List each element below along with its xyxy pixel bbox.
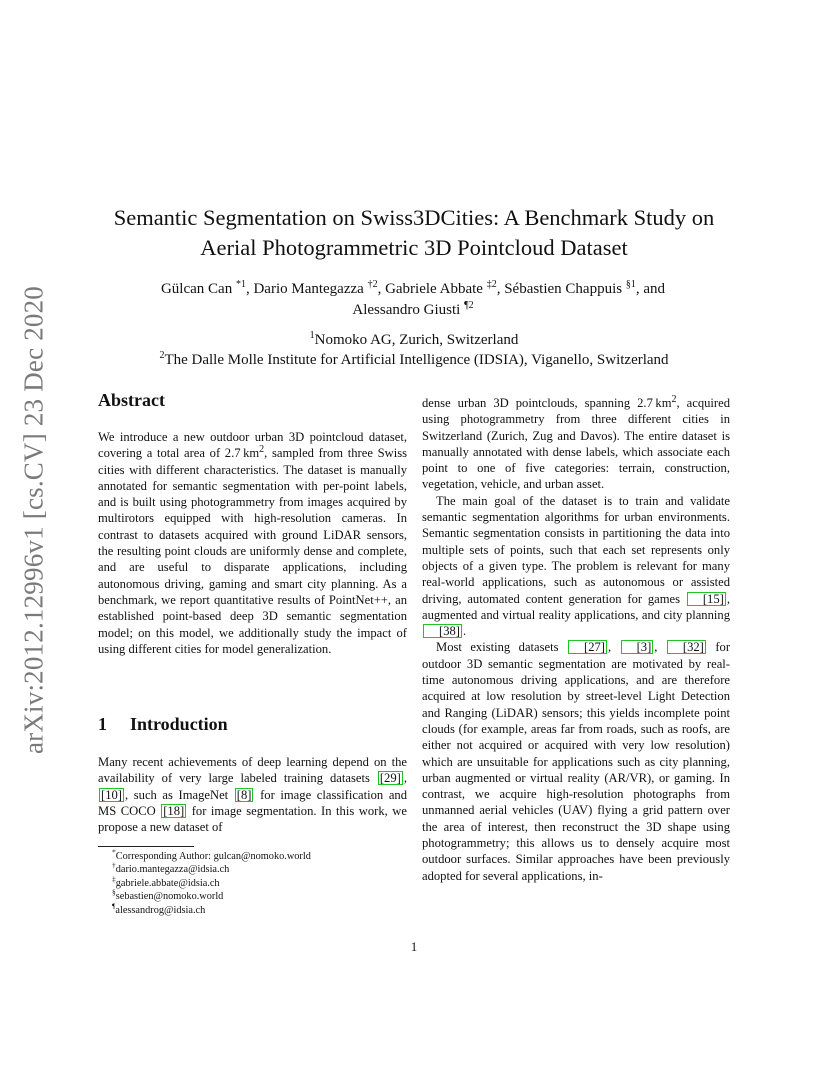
footnote-mark: ¶ (112, 901, 116, 911)
footnote (112, 860, 412, 876)
affiliation-mark: 2 (159, 350, 165, 361)
footnote (112, 887, 412, 903)
citation-link[interactable]: [38] (423, 624, 462, 638)
body-text: , (607, 640, 620, 655)
section-heading-introduction (98, 714, 228, 735)
author-name: , Sébastien Chappuis (496, 281, 626, 297)
right-column-text (422, 395, 730, 884)
paper-title (96, 203, 732, 263)
body-text: . (462, 624, 467, 639)
footnote (112, 901, 412, 917)
author-mark: ‡2 (486, 279, 497, 290)
abstract-text (98, 429, 407, 657)
body-text: The main goal of the dataset is to train and validate semantic segmentation algorithms for urban environments. Semantic segmentation consists in partitioning the data into multiple sets of points, such that each set represents only objects of a given type. The problem is relevant for many real-world applications, such as autonomous or assisted driving, automated content generation for games (422, 493, 730, 606)
citation-link[interactable]: [27] (568, 640, 607, 654)
footnote (112, 874, 412, 890)
body-text: Many recent achievements of deep learning depend on the availability of very large labeled training datasets (98, 755, 407, 786)
body-text: for image segmentation. In this work, we propose a new dataset of (98, 803, 407, 835)
citation-link[interactable]: [32] (667, 640, 706, 654)
introduction-text (98, 754, 407, 835)
body-text: for image classification and MS COCO (98, 787, 407, 818)
footnote-mark: § (112, 887, 116, 897)
footnote-text: gabriele.abbate@idsia.ch (115, 877, 220, 889)
paragraph (422, 639, 730, 883)
body-text: , (654, 640, 666, 655)
section-number: 1 (98, 714, 107, 734)
author-mark: *1 (235, 279, 246, 290)
author-mark: §1 (625, 279, 636, 290)
footnote-mark: † (112, 860, 116, 870)
author-line-2 (100, 300, 726, 321)
citation-link[interactable]: [3] (621, 640, 654, 654)
author-name: , Dario Mantegazza (245, 281, 368, 297)
arxiv-stamp: arXiv:2012.12996v1 [cs.CV] 23 Dec 2020 (18, 285, 49, 755)
body-text: , such as ImageNet (124, 787, 234, 802)
footnote-mark: * (112, 847, 116, 857)
footnote (112, 847, 412, 863)
superscript: 2 (259, 444, 265, 456)
citation-link[interactable]: [29] (379, 771, 401, 786)
paragraph (422, 395, 730, 493)
footnote-mark: ‡ (112, 874, 116, 884)
affiliation-text: Nomoko AG, Zurich, Switzerland (314, 332, 519, 348)
author-mark: ¶2 (464, 300, 474, 311)
footnote-text: alessandrog@idsia.ch (115, 904, 206, 916)
footnotes (112, 847, 412, 917)
abstract-heading: Abstract (98, 390, 165, 410)
author-conjunction: , and (635, 281, 666, 297)
footnote-text: sebastien@nomoko.world (115, 891, 224, 903)
affiliations (96, 330, 732, 370)
author-list (100, 279, 726, 321)
citation-link[interactable]: [18] (163, 803, 185, 818)
abstract-text-part: We introduce a new outdoor urban 3D pointcloud dataset, covering a total area of 2.7 km (98, 430, 407, 461)
citation-link[interactable]: [8] (236, 787, 252, 802)
body-text: , augmented and virtual reality applications, and city planning (422, 591, 730, 622)
title-line-1: Semantic Segmentation on Swiss3DCities: A Benchmark Study on (113, 205, 715, 230)
page-number: 1 (410, 940, 418, 954)
affiliation-mark: 1 (309, 330, 315, 341)
citation-link[interactable]: [15] (687, 592, 726, 606)
superscript: 2 (671, 393, 677, 405)
affiliation-2 (96, 350, 732, 370)
author-line-1 (100, 279, 726, 300)
title-line-2: Aerial Photogrammetric 3D Pointcloud Dataset (200, 235, 628, 260)
footnote-text: dario.mantegazza@idsia.ch (115, 864, 230, 876)
author-name: , Gabriele Abbate (377, 281, 487, 297)
body-text: dense urban 3D pointclouds, spanning 2.7 km (422, 396, 672, 410)
paragraph (422, 493, 730, 640)
affiliation-1 (96, 330, 732, 350)
author-name: Gülcan Can (160, 281, 236, 297)
affiliation-text: The Dalle Molle Institute for Artificial Intelligence (IDSIA), Viganello, Switzerland (164, 352, 669, 368)
abstract-text-part: , sampled from three Swiss cities with different characteristics. The dataset is manually annotated for semantic segmentation with per-point labels, and is built using photogrammetry from images acquired by multirotors equipped with high-resolution cameras. In contrast to datasets acquired with ground LiDAR sensors, the resulting point clouds are uniformly dense and complete, and are useful to disparate applications, including autonomous driving, gaming and smart city planning. As a benchmark, we report quantitative results of PointNet++, an established point-based deep 3D semantic segmentation model; on this model, we additionally study the impact of using different cities for model generalization. (98, 446, 407, 656)
footnote-text: Corresponding Author: gulcan@nomoko.world (115, 851, 311, 862)
section-title: Introduction (130, 714, 228, 734)
body-text: , (403, 771, 407, 786)
citation-link[interactable]: [10] (101, 787, 122, 802)
author-name: Alessandro Giusti (352, 302, 465, 318)
body-text: for outdoor 3D semantic segmentation are motivated by real-time autonomous driving applications, and are therefore acquired at low resolution by street-level Light Detection and Ranging (LiDAR) sensors; this yields incomplete point clouds (for example, areas far from roads, such as roofs, are either not acquired or acquired with very low resolution) which are unsuitable for applications such as city planning, urban augmented or virtual reality (AR/VR), or gaming. In contrast, we acquire high-resolution photographs from unmanned aerial vehicles (UAV) flying a grid pattern over the area of interest, then reconstruct the 3D shape using photogrammetry; this allows us to densely acquire most outdoor surfaces. Similar approaches have been previously adopted for several applications, in- (422, 640, 731, 883)
body-text: , acquired using photogrammetry from three different cities in Switzerland (Zurich, Zug and Davos). The entire dataset is manually annotated with dense labels, which associate each point to one of five categories: terrain, construction, vegetation, vehicle, and urban asset. (422, 396, 731, 492)
author-mark: †2 (367, 279, 378, 290)
body-text: Most existing datasets (436, 640, 567, 655)
